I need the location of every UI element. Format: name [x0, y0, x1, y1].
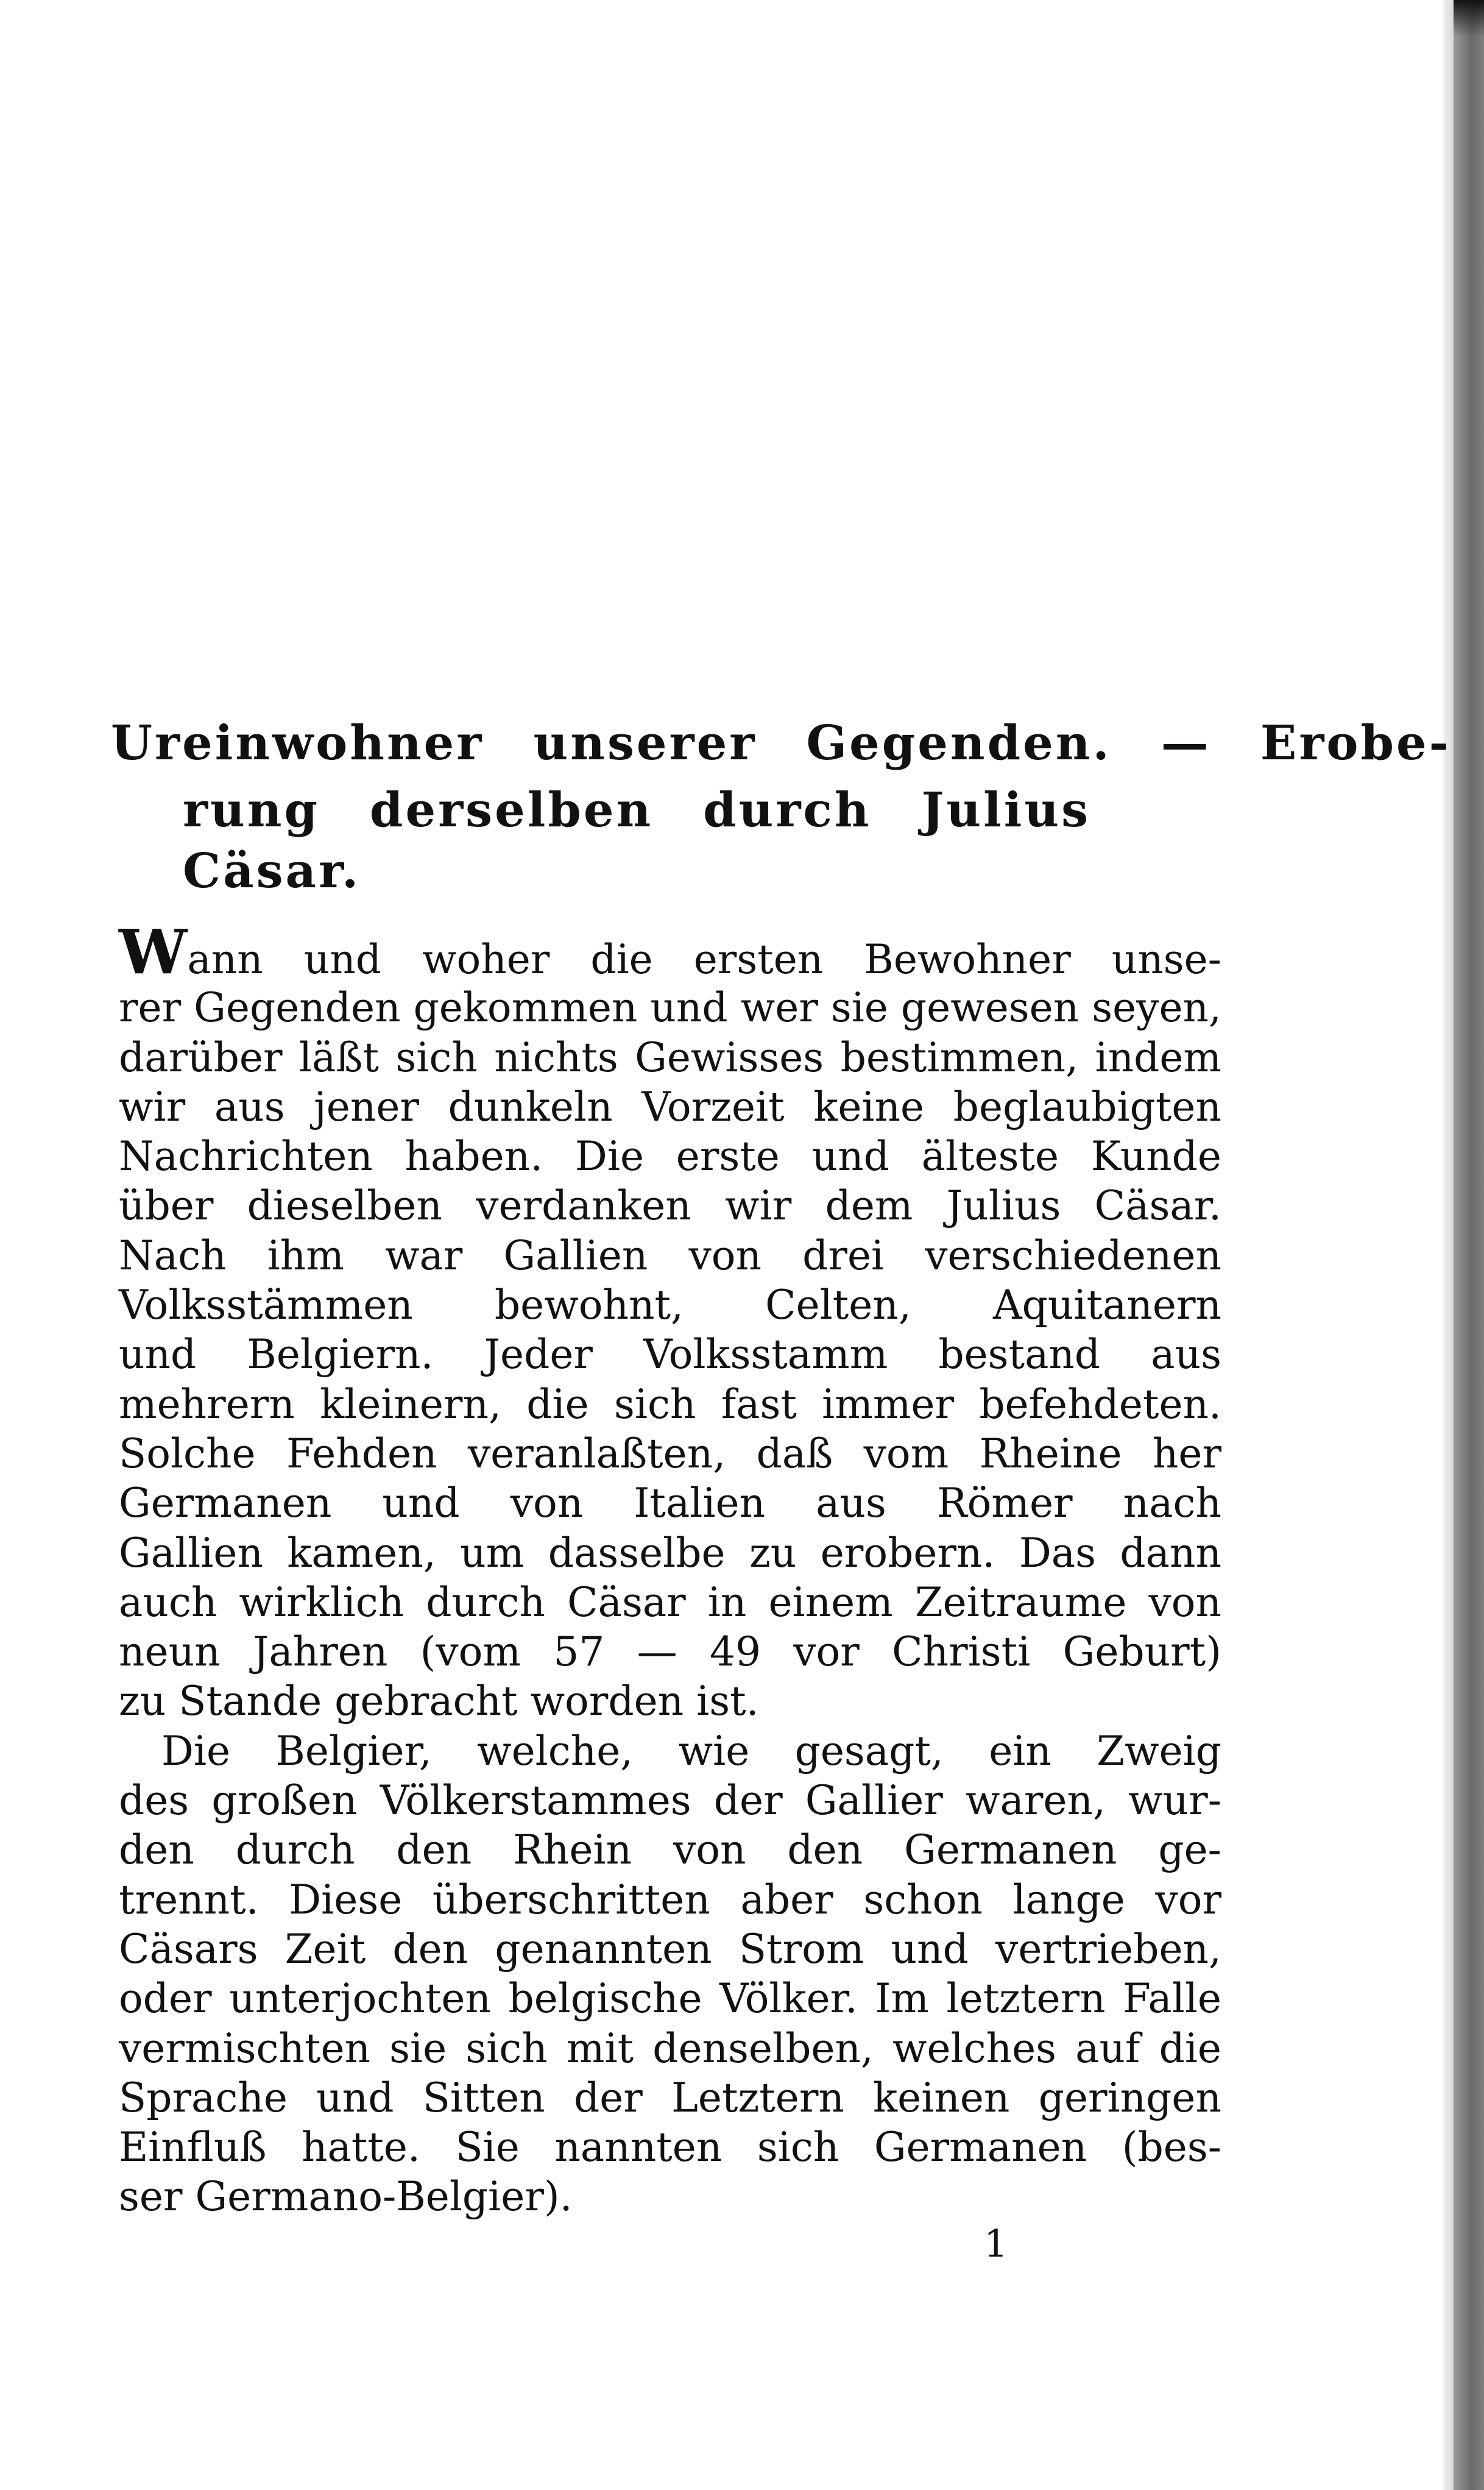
text-line: zu Stande gebracht worden ist.: [119, 1678, 759, 1725]
chapter-heading-line-1: Ureinwohner unserer Gegenden. — Erobe-: [111, 715, 1451, 771]
text-line: Die Belgier, welche, wie gesagt, ein Zweig: [161, 1727, 1221, 1775]
text-line: Nach ihm war Gallien von drei verschiedenen: [119, 1232, 1221, 1279]
text-line: und Belgiern. Jeder Volksstamm bestand aus: [119, 1331, 1221, 1378]
page-number: 1: [984, 2221, 1008, 2266]
text-line: darüber läßt sich nichts Gewisses bestimmen, indem: [119, 1034, 1221, 1081]
text-line: wir aus jener dunkeln Vorzeit keine beglaubigten: [119, 1083, 1221, 1130]
text-line: neun Jahren (vom 57 — 49 vor Christi Geburt): [119, 1628, 1221, 1676]
text-line: auch wirklich durch Cäsar in einem Zeitraume von: [119, 1578, 1221, 1626]
chapter-heading-line-2: rung derselben durch Julius Cäsar.: [183, 782, 1090, 899]
book-edge-corner: [1454, 0, 1484, 37]
text-line: [119, 916, 1221, 988]
text-line: oder unterjochten belgische Völker. Im letztern Falle: [119, 1975, 1221, 2023]
book-edge: [1454, 0, 1484, 2490]
body-text: [119, 916, 1221, 2222]
text-line: Solche Fehden veranlaßten, daß vom Rheine her: [119, 1430, 1221, 1477]
text-line: Gallien kamen, um dasselbe zu erobern. Das dann: [119, 1529, 1221, 1577]
text-line: Sprache und Sitten der Letztern keinen geringen: [119, 2074, 1221, 2121]
text-line: Nachrichten haben. Die erste und älteste Kunde: [119, 1133, 1221, 1180]
text-line: rer Gegenden gekommen und wer sie gewesen seyen,: [119, 984, 1221, 1032]
page-gutter-shadow: [1443, 0, 1454, 2490]
text-line: den durch den Rhein von den Germanen ge-: [119, 1826, 1221, 1874]
text-line: des großen Völkerstammes der Gallier waren, wur-: [119, 1777, 1221, 1825]
text-line: Cäsars Zeit den genannten Strom und vertrieben,: [119, 1925, 1221, 1973]
text-line: trennt. Diese überschritten aber schon lange vor: [119, 1876, 1221, 1923]
text-line: über dieselben verdanken wir dem Julius Cäsar.: [119, 1182, 1221, 1230]
text-line: vermischten sie sich mit denselben, welches auf die: [119, 2024, 1221, 2072]
text-line: ser Germano-Belgier).: [119, 2173, 573, 2221]
text-line: Germanen und von Italien aus Römer nach: [119, 1480, 1221, 1527]
text-line: Einfluß hatte. Sie nannten sich Germanen (bes-: [119, 2124, 1221, 2171]
text-line: mehrern kleinern, die sich fast immer befehdeten.: [119, 1380, 1221, 1428]
text-line-content: ann und woher die ersten Bewohner unse-: [187, 936, 1221, 983]
text-line: Volksstämmen bewohnt, Celten, Aquitanern: [119, 1282, 1221, 1329]
drop-cap: W: [119, 916, 188, 988]
